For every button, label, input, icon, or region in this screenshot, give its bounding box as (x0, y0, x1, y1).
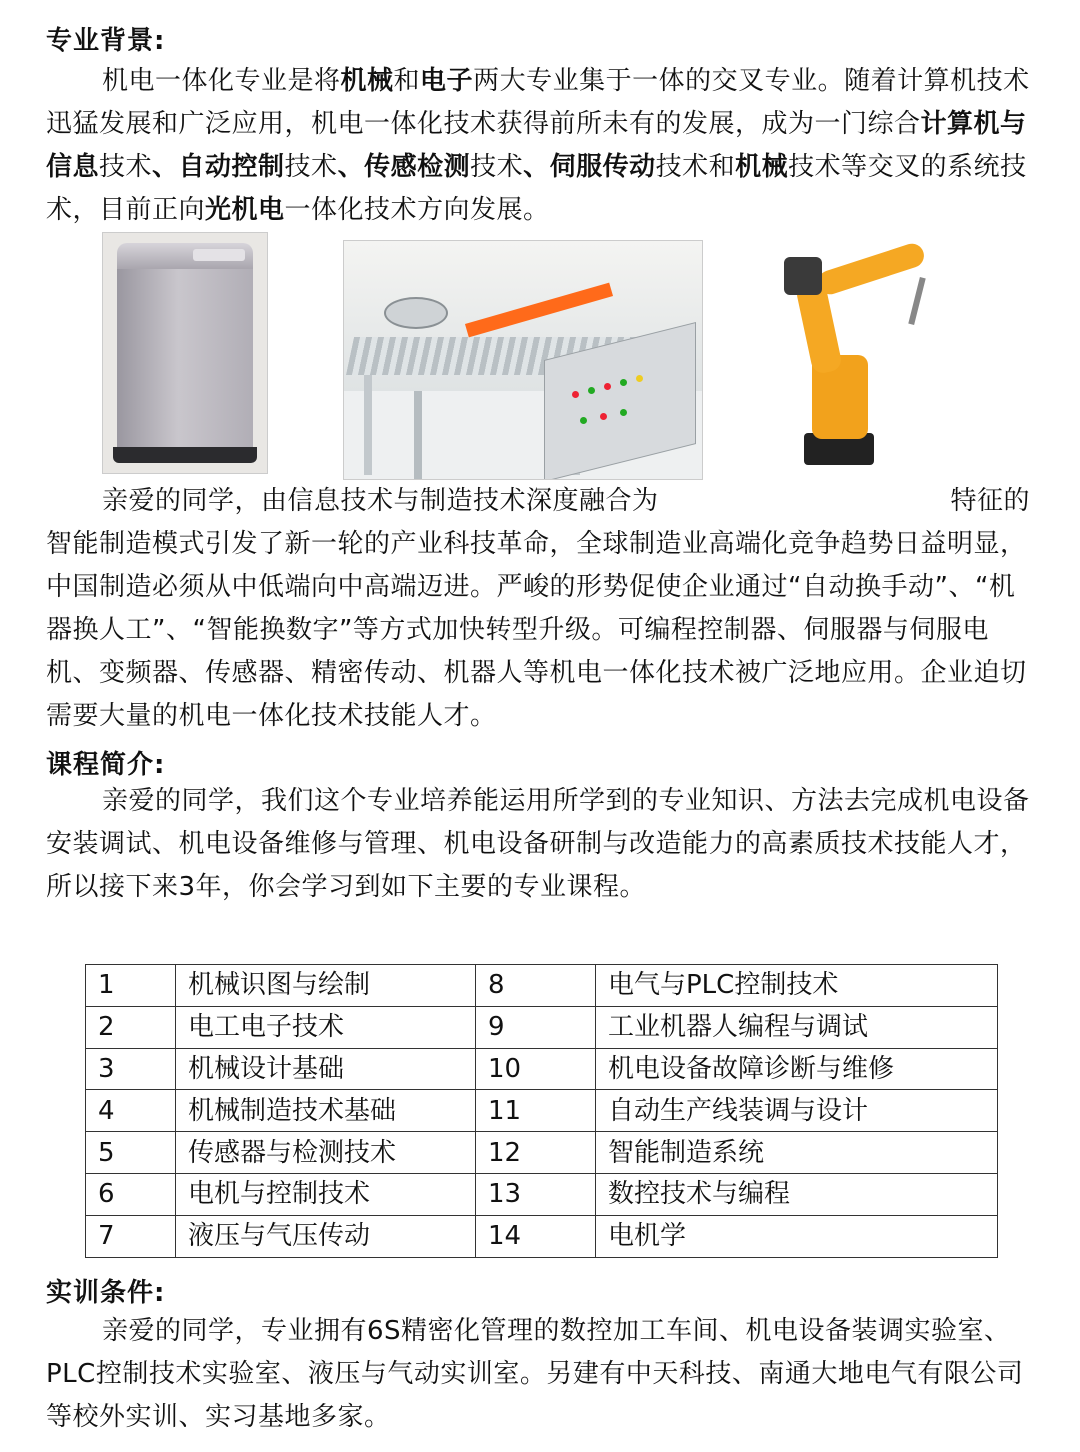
intro-paragraph (46, 480, 1036, 738)
table-row (86, 965, 998, 1007)
course-name: 机械识图与绘制 (176, 965, 476, 1007)
bold-term: 光机电 (205, 195, 285, 225)
course-name: 智能制造系统 (596, 1132, 998, 1174)
bold-term: 、自动控制 (152, 152, 285, 182)
course-name: 机械制造技术基础 (176, 1090, 476, 1132)
course-name: 电机与控制技术 (176, 1173, 476, 1215)
course-name: 电机学 (596, 1215, 998, 1257)
text-run: 两大专业集于一体的交叉专业。随着计算机技术迅猛发展和广泛应用，机电一体化技术获得前所未有的发展，成为一门综合 (46, 66, 1030, 139)
course-number: 10 (476, 1048, 596, 1090)
course-number: 9 (476, 1006, 596, 1048)
robot-arm-photo (775, 236, 937, 474)
courses-paragraph: 亲爱的同学，我们这个专业培养能运用所学到的专业知识、方法去完成机电设备安装调试、机电设备维修与管理、机电设备研制与改造能力的高素质技术技能人才，所以接下来3年，你会学习到如下主要的专业课程。 (46, 786, 1030, 902)
bold-term: 电子 (420, 66, 474, 96)
course-name: 机械设计基础 (176, 1048, 476, 1090)
course-number: 2 (86, 1006, 176, 1048)
course-number: 13 (476, 1173, 596, 1215)
bold-term: 机械 (735, 152, 789, 182)
text-run: 技术 (284, 152, 338, 182)
table-row (86, 1215, 998, 1257)
course-name: 工业机器人编程与调试 (596, 1006, 998, 1048)
course-table (85, 964, 998, 1258)
intro-text-part1: 亲爱的同学，由信息技术与制造技术深度融合为 (102, 486, 659, 516)
table-row (86, 1173, 998, 1215)
course-name: 数控技术与编程 (596, 1173, 998, 1215)
course-name: 机电设备故障诊断与维修 (596, 1048, 998, 1090)
table-row (86, 1132, 998, 1174)
section-heading-training: 实训条件: (46, 1278, 166, 1308)
course-number: 12 (476, 1132, 596, 1174)
bold-term: 、传感检测 (337, 152, 471, 182)
course-number: 11 (476, 1090, 596, 1132)
table-row (86, 1048, 998, 1090)
washing-machine-photo (102, 232, 268, 474)
training-paragraph: 亲爱的同学，专业拥有6S精密化管理的数控加工车间、机电设备装调实验室、PLC控制技术实验室、液压与气动实训室。另建有中天科技、南通大地电气有限公司等校外实训、实习基地多家。 (46, 1316, 1024, 1432)
text-run: 一体化技术方向发展。 (284, 195, 550, 225)
training-rig-photo (343, 240, 703, 480)
bold-term: 机械 (340, 66, 394, 96)
text-run: 技术和 (655, 152, 736, 182)
text-run: 技术 (99, 152, 153, 182)
text-run: 和 (393, 66, 421, 96)
background-paragraph (46, 60, 1036, 232)
course-number: 3 (86, 1048, 176, 1090)
intro-text-part2: 特征的智能制造模式引发了新一轮的产业科技革命，全球制造业高端化竞争趋势日益明显，中国制造必须从中低端向中高端迈进。严峻的形势促使企业通过“自动换手动”、“机器换人工”、“智能换数字”等方式加快转型升级。可编程控制器、伺服器与伺服电机、变频器、传感器、精密传动、机器人等机电一体化技术被广泛地应用。企业迫切需要大量的机电一体化技术技能人才。 (46, 486, 1031, 731)
course-name: 电气与PLC控制技术 (596, 965, 998, 1007)
course-name: 传感器与检测技术 (176, 1132, 476, 1174)
text-run: 技术 (470, 152, 524, 182)
course-number: 4 (86, 1090, 176, 1132)
course-number: 1 (86, 965, 176, 1007)
text-run: 机电一体化专业是将 (102, 66, 341, 96)
course-number: 8 (476, 965, 596, 1007)
course-name: 液压与气压传动 (176, 1215, 476, 1257)
course-number: 6 (86, 1173, 176, 1215)
bold-term: 、伺服传动 (523, 152, 656, 182)
bold-term: 计算机与信息 (46, 109, 1027, 182)
course-number: 7 (86, 1215, 176, 1257)
section-heading-background: 专业背景: (46, 26, 166, 56)
course-name: 自动生产线装调与设计 (596, 1090, 998, 1132)
section-heading-courses: 课程简介: (46, 750, 166, 780)
text-run: 技术等交叉的系统技术，目前正向 (46, 152, 1027, 225)
course-number: 5 (86, 1132, 176, 1174)
table-row (86, 1006, 998, 1048)
table-row (86, 1090, 998, 1132)
course-number: 14 (476, 1215, 596, 1257)
course-name: 电工电子技术 (176, 1006, 476, 1048)
